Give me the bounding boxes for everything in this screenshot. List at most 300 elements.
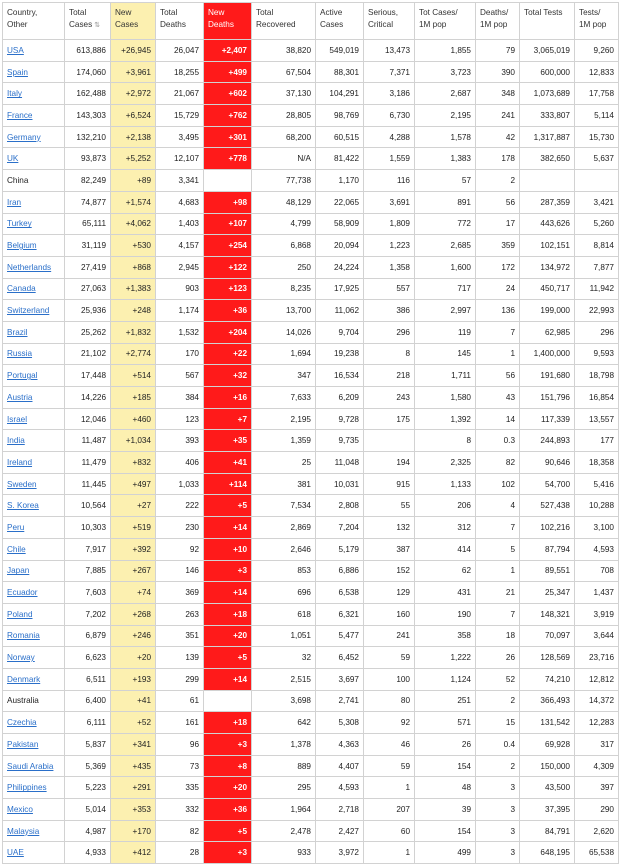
country-link[interactable]: Norway (7, 653, 35, 663)
cell-new-cases: +4,062 (111, 213, 156, 235)
country-link[interactable]: Iran (7, 197, 22, 207)
header-country[interactable] (3, 3, 65, 40)
cell-active-cases: 5,477 (316, 625, 364, 647)
cell-total-cases: 143,303 (65, 105, 111, 127)
cell-tests-per-1m: 5,260 (575, 213, 619, 235)
cell-country (3, 61, 65, 83)
cell-active-cases: 9,728 (316, 408, 364, 430)
header-serious[interactable] (364, 3, 415, 40)
cell-country (3, 777, 65, 799)
cell-serious: 1,809 (364, 213, 415, 235)
cell-country (3, 538, 65, 560)
cell-active-cases: 17,925 (316, 278, 364, 300)
cell-total-deaths: 28 (156, 842, 204, 864)
cell-total-tests: 527,438 (520, 495, 575, 517)
cell-total-recovered: 38,820 (252, 40, 316, 62)
cell-new-deaths: +3 (204, 560, 252, 582)
country-link[interactable]: Portugal (7, 371, 38, 381)
table-row (3, 278, 619, 300)
cell-new-deaths: +20 (204, 625, 252, 647)
cell-deaths-per-1m: 21 (476, 582, 520, 604)
cell-country (3, 734, 65, 756)
header-total-deaths[interactable] (156, 3, 204, 40)
cell-active-cases: 58,909 (316, 213, 364, 235)
header-total-tests[interactable] (520, 3, 575, 40)
cell-total-cases: 14,226 (65, 387, 111, 409)
cell-total-cases: 74,877 (65, 191, 111, 213)
cell-country (3, 408, 65, 430)
cell-cases-per-1m: 2,325 (415, 452, 476, 474)
cell-deaths-per-1m: 348 (476, 83, 520, 105)
cell-deaths-per-1m: 18 (476, 625, 520, 647)
cell-country (3, 560, 65, 582)
cell-deaths-per-1m: 2 (476, 170, 520, 192)
country-link[interactable]: Germany (7, 132, 41, 142)
cell-country (3, 83, 65, 105)
cell-total-deaths: 263 (156, 603, 204, 625)
cell-total-deaths: 351 (156, 625, 204, 647)
header-label: Country, Other (7, 8, 38, 29)
cell-serious: 218 (364, 365, 415, 387)
cell-country (3, 799, 65, 821)
cell-deaths-per-1m: 24 (476, 278, 520, 300)
country-link[interactable]: Peru (7, 522, 25, 532)
cell-cases-per-1m: 119 (415, 321, 476, 343)
cell-tests-per-1m: 3,421 (575, 191, 619, 213)
header-label: Total Cases (69, 8, 93, 29)
country-link[interactable]: Netherlands (7, 262, 52, 272)
cell-total-tests: 600,000 (520, 61, 575, 83)
cell-new-cases: +1,034 (111, 430, 156, 452)
cell-serious: 1 (364, 777, 415, 799)
cell-country (3, 256, 65, 278)
table-row (3, 213, 619, 235)
country-link[interactable]: Spain (7, 67, 28, 77)
country-link[interactable]: UAE (7, 848, 24, 858)
cell-tests-per-1m: 18,798 (575, 365, 619, 387)
header-new-deaths[interactable] (204, 3, 252, 40)
cell-active-cases: 6,209 (316, 387, 364, 409)
cell-new-deaths: +5 (204, 820, 252, 842)
cell-total-tests: 333,807 (520, 105, 575, 127)
cell-total-tests: 37,395 (520, 799, 575, 821)
cell-new-deaths: +14 (204, 668, 252, 690)
cell-cases-per-1m: 358 (415, 625, 476, 647)
cell-deaths-per-1m: 3 (476, 799, 520, 821)
cell-total-cases: 5,369 (65, 755, 111, 777)
cell-new-deaths: +3 (204, 734, 252, 756)
header-cases-per-1m[interactable] (415, 3, 476, 40)
table-row (3, 170, 619, 192)
cell-tests-per-1m: 12,283 (575, 712, 619, 734)
table-row (3, 690, 619, 712)
cell-deaths-per-1m: 56 (476, 191, 520, 213)
cell-total-recovered: 853 (252, 560, 316, 582)
cell-serious: 3,186 (364, 83, 415, 105)
country-link[interactable]: Austria (7, 392, 33, 402)
cell-deaths-per-1m: 79 (476, 40, 520, 62)
table-body (3, 40, 619, 864)
country-link[interactable]: Italy (7, 89, 23, 99)
cell-total-tests: 43,500 (520, 777, 575, 799)
cell-total-tests: 244,893 (520, 430, 575, 452)
country-link[interactable]: Philippines (7, 783, 47, 793)
cell-total-cases: 6,400 (65, 690, 111, 712)
table-row (3, 842, 619, 864)
cell-total-recovered: 642 (252, 712, 316, 734)
cell-total-recovered: 68,200 (252, 126, 316, 148)
cell-new-cases: +20 (111, 647, 156, 669)
cell-tests-per-1m: 317 (575, 734, 619, 756)
cell-cases-per-1m: 1,855 (415, 40, 476, 62)
header-deaths-per-1m[interactable] (476, 3, 520, 40)
cell-new-cases: +246 (111, 625, 156, 647)
table-row (3, 625, 619, 647)
cell-tests-per-1m: 18,358 (575, 452, 619, 474)
sort-arrows-icon[interactable]: ⇅ (94, 22, 101, 29)
cell-deaths-per-1m: 17 (476, 213, 520, 235)
cell-new-deaths: +10 (204, 538, 252, 560)
cell-tests-per-1m: 5,637 (575, 148, 619, 170)
cell-serious: 8 (364, 343, 415, 365)
cell-total-cases: 4,933 (65, 842, 111, 864)
cell-total-tests: 117,339 (520, 408, 575, 430)
cell-serious: 207 (364, 799, 415, 821)
cell-cases-per-1m: 1,124 (415, 668, 476, 690)
table-row (3, 126, 619, 148)
cell-total-deaths: 123 (156, 408, 204, 430)
cell-active-cases: 6,452 (316, 647, 364, 669)
cell-total-deaths: 61 (156, 690, 204, 712)
table-row (3, 191, 619, 213)
cell-total-deaths: 146 (156, 560, 204, 582)
cell-cases-per-1m: 1,580 (415, 387, 476, 409)
cell-new-deaths: +778 (204, 148, 252, 170)
country-link[interactable]: Poland (7, 609, 33, 619)
country-link[interactable]: UK (7, 154, 19, 164)
cell-total-recovered: 2,195 (252, 408, 316, 430)
table-row (3, 734, 619, 756)
cell-total-recovered: 28,805 (252, 105, 316, 127)
country-link[interactable]: France (7, 110, 33, 120)
cell-country (3, 625, 65, 647)
cell-cases-per-1m: 2,195 (415, 105, 476, 127)
cell-cases-per-1m: 26 (415, 734, 476, 756)
country-link[interactable]: Denmark (7, 674, 41, 684)
cell-new-deaths: +301 (204, 126, 252, 148)
cell-deaths-per-1m: 172 (476, 256, 520, 278)
country-link[interactable]: USA (7, 45, 24, 55)
cell-new-deaths: +122 (204, 256, 252, 278)
cell-new-deaths: +36 (204, 300, 252, 322)
cell-total-deaths: 18,255 (156, 61, 204, 83)
cell-new-deaths: +22 (204, 343, 252, 365)
cell-total-tests: 199,000 (520, 300, 575, 322)
cell-new-deaths: +499 (204, 61, 252, 83)
table-row (3, 603, 619, 625)
cell-total-recovered: 618 (252, 603, 316, 625)
cell-active-cases: 16,534 (316, 365, 364, 387)
cell-new-cases: +519 (111, 517, 156, 539)
cell-tests-per-1m: 9,260 (575, 40, 619, 62)
header-new-cases[interactable] (111, 3, 156, 40)
cell-new-deaths (204, 170, 252, 192)
cell-total-deaths: 1,532 (156, 321, 204, 343)
cell-active-cases: 3,697 (316, 668, 364, 690)
cell-total-tests: 84,791 (520, 820, 575, 842)
cell-new-deaths: +16 (204, 387, 252, 409)
cell-new-cases: +52 (111, 712, 156, 734)
cell-serious: 59 (364, 647, 415, 669)
country-link[interactable]: India (7, 436, 25, 446)
cell-cases-per-1m: 2,687 (415, 83, 476, 105)
cell-total-deaths: 2,945 (156, 256, 204, 278)
cell-new-deaths: +5 (204, 495, 252, 517)
cell-new-cases: +291 (111, 777, 156, 799)
cell-tests-per-1m: 12,833 (575, 61, 619, 83)
cell-total-cases: 7,885 (65, 560, 111, 582)
cell-serious: 296 (364, 321, 415, 343)
cell-new-deaths: +762 (204, 105, 252, 127)
table-row (3, 408, 619, 430)
cell-total-cases: 132,210 (65, 126, 111, 148)
cell-new-deaths: +602 (204, 83, 252, 105)
cell-country (3, 712, 65, 734)
cell-total-deaths: 393 (156, 430, 204, 452)
cell-deaths-per-1m: 3 (476, 820, 520, 842)
cell-total-recovered: 1,051 (252, 625, 316, 647)
country-link[interactable]: Brazil (7, 327, 28, 337)
cell-active-cases: 4,407 (316, 755, 364, 777)
header-label: Total Recovered (256, 8, 296, 29)
header-tests-per-1m[interactable] (575, 3, 619, 40)
cell-total-recovered: 2,869 (252, 517, 316, 539)
cell-total-cases: 11,479 (65, 452, 111, 474)
header-row (3, 3, 619, 40)
cell-serious: 243 (364, 387, 415, 409)
cell-deaths-per-1m: 0.3 (476, 430, 520, 452)
cell-cases-per-1m: 3,723 (415, 61, 476, 83)
cell-total-cases: 93,873 (65, 148, 111, 170)
cell-total-cases: 21,102 (65, 343, 111, 365)
cell-new-cases: +412 (111, 842, 156, 864)
cell-total-tests: 128,569 (520, 647, 575, 669)
cell-tests-per-1m: 12,812 (575, 668, 619, 690)
cell-total-cases: 11,487 (65, 430, 111, 452)
cell-tests-per-1m: 296 (575, 321, 619, 343)
country-link[interactable]: Czechia (7, 718, 37, 728)
cell-total-tests: 62,985 (520, 321, 575, 343)
table-row (3, 495, 619, 517)
country-link[interactable]: Ecuador (7, 588, 38, 598)
cell-total-recovered: 889 (252, 755, 316, 777)
cell-serious: 100 (364, 668, 415, 690)
cell-cases-per-1m: 154 (415, 820, 476, 842)
cell-cases-per-1m: 1,600 (415, 256, 476, 278)
header-label: New Cases (115, 8, 139, 29)
country-link[interactable]: Mexico (7, 804, 33, 814)
cell-deaths-per-1m: 390 (476, 61, 520, 83)
cell-total-deaths: 222 (156, 495, 204, 517)
country-link[interactable]: Saudi Arabia (7, 761, 54, 771)
cell-active-cases: 5,308 (316, 712, 364, 734)
country-link[interactable]: Pakistan (7, 739, 39, 749)
cell-total-tests: 102,151 (520, 235, 575, 257)
cell-new-cases: +89 (111, 170, 156, 192)
cell-total-recovered: 37,130 (252, 83, 316, 105)
cell-tests-per-1m: 23,716 (575, 647, 619, 669)
country-link[interactable]: S. Korea (7, 501, 39, 511)
cell-total-cases: 11,445 (65, 473, 111, 495)
cell-country (3, 365, 65, 387)
cell-total-recovered: 2,646 (252, 538, 316, 560)
country-link[interactable]: Ireland (7, 457, 33, 467)
cell-total-tests: 1,073,689 (520, 83, 575, 105)
cell-active-cases: 22,065 (316, 191, 364, 213)
cell-serious: 1,559 (364, 148, 415, 170)
country-link[interactable]: Switzerland (7, 306, 50, 316)
country-link[interactable]: Israel (7, 414, 28, 424)
header-label: Total Tests (524, 8, 563, 17)
cell-total-cases: 10,303 (65, 517, 111, 539)
cell-serious: 4,288 (364, 126, 415, 148)
cell-deaths-per-1m: 2 (476, 690, 520, 712)
cell-total-tests: 382,650 (520, 148, 575, 170)
header-total-recovered[interactable] (252, 3, 316, 40)
covid-table (2, 2, 619, 864)
cell-total-tests: 102,216 (520, 517, 575, 539)
cell-new-cases: +26,945 (111, 40, 156, 62)
cell-tests-per-1m: 9,593 (575, 343, 619, 365)
country-link[interactable]: Malaysia (7, 826, 40, 836)
cell-total-recovered: N/A (252, 148, 316, 170)
cell-cases-per-1m: 48 (415, 777, 476, 799)
cell-active-cases: 4,363 (316, 734, 364, 756)
cell-cases-per-1m: 717 (415, 278, 476, 300)
cell-new-deaths: +123 (204, 278, 252, 300)
cell-total-cases: 17,448 (65, 365, 111, 387)
cell-total-deaths: 230 (156, 517, 204, 539)
country-link[interactable]: Canada (7, 284, 36, 294)
cell-active-cases: 6,886 (316, 560, 364, 582)
cell-serious: 59 (364, 755, 415, 777)
cell-active-cases: 98,769 (316, 105, 364, 127)
cell-cases-per-1m: 145 (415, 343, 476, 365)
cell-total-recovered: 13,700 (252, 300, 316, 322)
cell-serious: 116 (364, 170, 415, 192)
cell-cases-per-1m: 1,383 (415, 148, 476, 170)
cell-serious: 46 (364, 734, 415, 756)
cell-new-cases: +6,524 (111, 105, 156, 127)
cell-country (3, 387, 65, 409)
header-label: Tests/ 1M pop (579, 8, 607, 29)
cell-new-deaths: +98 (204, 191, 252, 213)
cell-cases-per-1m: 414 (415, 538, 476, 560)
cell-active-cases: 11,062 (316, 300, 364, 322)
cell-new-cases: +248 (111, 300, 156, 322)
cell-active-cases: 6,538 (316, 582, 364, 604)
cell-new-cases: +268 (111, 603, 156, 625)
cell-tests-per-1m: 14,372 (575, 690, 619, 712)
table-row (3, 321, 619, 343)
cell-cases-per-1m: 1,711 (415, 365, 476, 387)
cell-total-cases: 25,262 (65, 321, 111, 343)
country-link[interactable]: Turkey (7, 219, 32, 229)
cell-active-cases: 104,291 (316, 83, 364, 105)
header-total-cases[interactable] (65, 3, 111, 40)
cell-total-cases: 174,060 (65, 61, 111, 83)
cell-total-cases: 6,111 (65, 712, 111, 734)
cell-total-recovered: 25 (252, 452, 316, 474)
cell-serious: 386 (364, 300, 415, 322)
cell-new-deaths: +20 (204, 777, 252, 799)
cell-total-recovered: 250 (252, 256, 316, 278)
cell-new-cases: +2,972 (111, 83, 156, 105)
country-link[interactable]: Russia (7, 349, 33, 359)
cell-total-recovered: 4,799 (252, 213, 316, 235)
cell-deaths-per-1m: 56 (476, 365, 520, 387)
cell-total-cases: 6,623 (65, 647, 111, 669)
table-row (3, 343, 619, 365)
cell-total-deaths: 4,683 (156, 191, 204, 213)
cell-total-tests: 74,210 (520, 668, 575, 690)
country-link[interactable]: Sweden (7, 479, 37, 489)
cell-new-deaths: +3 (204, 842, 252, 864)
table-row (3, 582, 619, 604)
cell-cases-per-1m: 1,133 (415, 473, 476, 495)
cell-serious: 132 (364, 517, 415, 539)
table-row (3, 61, 619, 83)
table-row (3, 387, 619, 409)
table-row (3, 647, 619, 669)
cell-serious: 55 (364, 495, 415, 517)
cell-country (3, 452, 65, 474)
cell-new-cases: +5,252 (111, 148, 156, 170)
cell-total-recovered: 14,026 (252, 321, 316, 343)
cell-total-cases: 4,987 (65, 820, 111, 842)
cell-active-cases: 19,238 (316, 343, 364, 365)
cell-deaths-per-1m: 4 (476, 495, 520, 517)
cell-serious: 1 (364, 842, 415, 864)
cell-total-cases: 5,837 (65, 734, 111, 756)
cell-total-tests: 150,000 (520, 755, 575, 777)
country-link[interactable]: Chile (7, 544, 26, 554)
cell-total-recovered: 48,129 (252, 191, 316, 213)
cell-new-cases: +530 (111, 235, 156, 257)
cell-deaths-per-1m: 5 (476, 538, 520, 560)
cell-new-cases: +27 (111, 495, 156, 517)
cell-deaths-per-1m: 178 (476, 148, 520, 170)
cell-total-deaths: 903 (156, 278, 204, 300)
cell-total-cases: 6,879 (65, 625, 111, 647)
country-link[interactable]: Belgium (7, 241, 37, 251)
cell-new-cases: +2,774 (111, 343, 156, 365)
cell-deaths-per-1m: 42 (476, 126, 520, 148)
cell-total-tests: 69,928 (520, 734, 575, 756)
cell-deaths-per-1m: 1 (476, 343, 520, 365)
cell-tests-per-1m: 65,538 (575, 842, 619, 864)
cell-country (3, 278, 65, 300)
country-link[interactable]: Romania (7, 631, 40, 641)
cell-new-cases: +3,961 (111, 61, 156, 83)
cell-total-recovered: 1,964 (252, 799, 316, 821)
cell-total-cases: 25,936 (65, 300, 111, 322)
cell-new-deaths: +35 (204, 430, 252, 452)
country-link[interactable]: Japan (7, 566, 30, 576)
table-row (3, 148, 619, 170)
header-active-cases[interactable] (316, 3, 364, 40)
cell-total-recovered: 2,515 (252, 668, 316, 690)
